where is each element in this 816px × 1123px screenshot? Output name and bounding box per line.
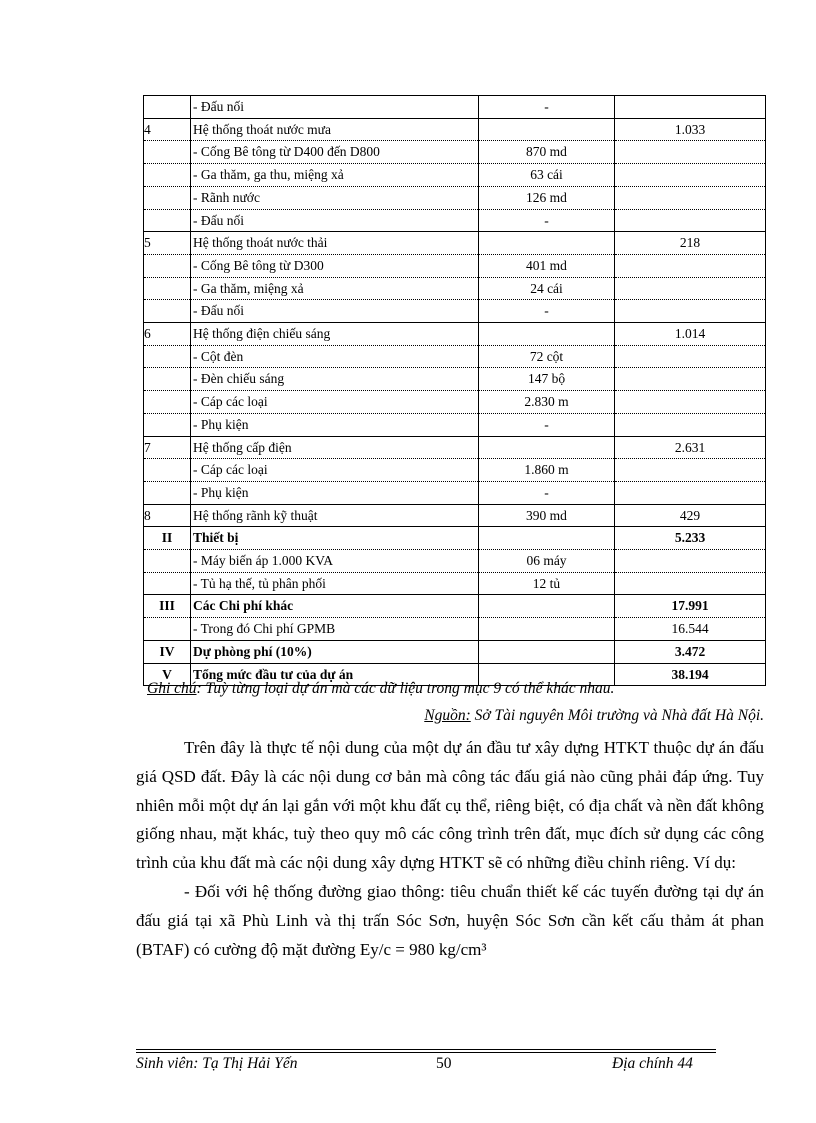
row-item: Hệ thống rãnh kỹ thuật (191, 504, 479, 527)
row-quantity (479, 640, 615, 663)
row-item: - Tủ hạ thế, tủ phân phối (191, 572, 479, 595)
table-row (144, 164, 766, 187)
table-row (144, 618, 766, 641)
cost-table-wrapper (143, 95, 764, 686)
row-quantity (479, 527, 615, 550)
row-quantity (479, 232, 615, 255)
row-quantity: 06 máy (479, 550, 615, 573)
row-cost (615, 164, 766, 187)
row-cost (615, 277, 766, 300)
row-quantity (479, 323, 615, 346)
row-quantity: 2.830 m (479, 391, 615, 414)
row-number (144, 572, 191, 595)
row-item: - Cống Bê tông từ D300 (191, 254, 479, 277)
row-item: - Đấu nối (191, 300, 479, 323)
table-row (144, 504, 766, 527)
row-cost (615, 550, 766, 573)
table-row (144, 96, 766, 119)
row-number (144, 345, 191, 368)
row-quantity: - (479, 209, 615, 232)
row-item: - Ga thăm, ga thu, miệng xả (191, 164, 479, 187)
row-cost (615, 413, 766, 436)
table-row (144, 368, 766, 391)
row-item: - Rãnh nước (191, 186, 479, 209)
row-item: - Đèn chiếu sáng (191, 368, 479, 391)
row-item: - Trong đó Chi phí GPMB (191, 618, 479, 641)
row-number: IV (144, 640, 191, 663)
table-row (144, 141, 766, 164)
row-quantity: 390 md (479, 504, 615, 527)
row-item: - Phụ kiện (191, 413, 479, 436)
paragraph: - Đối với hệ thống đường giao thông: tiêu chuẩn thiết kế các tuyến đường tại dự án đấu giá tại xã Phù Linh và thị trấn Sóc Sơn, huyện Sóc Sơn cần kết cấu thảm át phan (BTAF) có cường độ mặt đường Ey/c = 980 kg/cm³ (136, 881, 764, 959)
table-row (144, 391, 766, 414)
table-row (144, 186, 766, 209)
row-quantity: 126 md (479, 186, 615, 209)
row-number (144, 368, 191, 391)
row-cost: 3.472 (615, 640, 766, 663)
row-cost: 16.544 (615, 618, 766, 641)
row-number: V (144, 663, 191, 686)
row-item: - Cáp các loại (191, 391, 479, 414)
row-item: - Ga thăm, miệng xả (191, 277, 479, 300)
row-quantity: 63 cái (479, 164, 615, 187)
body-text (136, 734, 764, 964)
row-number (144, 186, 191, 209)
row-cost (615, 254, 766, 277)
row-cost (615, 572, 766, 595)
table-row (144, 640, 766, 663)
row-number (144, 254, 191, 277)
table-row (144, 550, 766, 573)
footer-class: Địa chính 44 (612, 1055, 693, 1072)
row-number (144, 277, 191, 300)
row-item: - Phụ kiện (191, 481, 479, 504)
row-cost: 17.991 (615, 595, 766, 618)
row-quantity: - (479, 300, 615, 323)
row-cost (615, 141, 766, 164)
row-item: - Cột đèn (191, 345, 479, 368)
table-note (147, 680, 614, 698)
row-cost (615, 481, 766, 504)
row-cost: 1.014 (615, 323, 766, 346)
row-quantity (479, 618, 615, 641)
row-number: II (144, 527, 191, 550)
row-number (144, 300, 191, 323)
row-number: 5 (144, 232, 191, 255)
source-label: Nguồn: (424, 707, 471, 724)
row-number (144, 550, 191, 573)
row-item: Tổng mức đầu tư của dự án (191, 663, 479, 686)
row-quantity (479, 595, 615, 618)
row-number: 7 (144, 436, 191, 459)
row-item: Dự phòng phí (10%) (191, 640, 479, 663)
row-quantity: 24 cái (479, 277, 615, 300)
row-number: 6 (144, 323, 191, 346)
table-row (144, 345, 766, 368)
row-item: Thiết bị (191, 527, 479, 550)
cost-table (143, 95, 766, 686)
table-row (144, 300, 766, 323)
row-item: Hệ thống cấp điện (191, 436, 479, 459)
row-cost: 218 (615, 232, 766, 255)
row-quantity: - (479, 413, 615, 436)
row-number (144, 481, 191, 504)
row-item: - Cáp các loại (191, 459, 479, 482)
note-label: Ghi chú (147, 680, 197, 697)
footer-rule (136, 1049, 716, 1050)
row-cost: 38.194 (615, 663, 766, 686)
footer-student: Sinh viên: Tạ Thị Hải Yến (136, 1055, 298, 1072)
row-number (144, 96, 191, 119)
row-cost (615, 186, 766, 209)
row-item: - Đấu nối (191, 96, 479, 119)
table-row (144, 436, 766, 459)
row-item: - Cống Bê tông từ D400 đến D800 (191, 141, 479, 164)
row-quantity (479, 436, 615, 459)
row-cost (615, 368, 766, 391)
table-row (144, 209, 766, 232)
row-quantity: 147 bộ (479, 368, 615, 391)
table-row (144, 232, 766, 255)
row-item: - Máy biến áp 1.000 KVA (191, 550, 479, 573)
footer-rule (136, 1052, 716, 1053)
row-quantity: 72 cột (479, 345, 615, 368)
row-quantity: 1.860 m (479, 459, 615, 482)
table-source (424, 707, 764, 725)
row-item: Các Chi phí khác (191, 595, 479, 618)
row-number (144, 164, 191, 187)
table-row (144, 254, 766, 277)
row-number (144, 413, 191, 436)
table-row (144, 323, 766, 346)
row-cost: 1.033 (615, 118, 766, 141)
row-number: 4 (144, 118, 191, 141)
row-item: - Đấu nối (191, 209, 479, 232)
row-cost (615, 391, 766, 414)
table-row (144, 527, 766, 550)
row-number (144, 209, 191, 232)
row-quantity: 401 md (479, 254, 615, 277)
row-number (144, 459, 191, 482)
row-number: 8 (144, 504, 191, 527)
row-number: III (144, 595, 191, 618)
paragraph: Trên đây là thực tế nội dung của một dự án đầu tư xây dựng HTKT thuộc dự án đấu giá QSD đất. Đây là các nội dung cơ bản mà công tác đấu giá nào cũng phải đáp ứng. Tuy nhiên mỗi một dự án lại gắn với một khu đất cụ thể, riêng biệt, có địa chất và nền đất không giống nhau, mặt khác, tuỳ theo quy mô các công trình trên đất, mục đích sử dụng các công trình của khu đất mà các nội dung xây dựng HTKT sẽ có những điều chỉnh riêng. Ví dụ: (136, 738, 764, 873)
row-cost: 2.631 (615, 436, 766, 459)
table-row (144, 481, 766, 504)
note-text: : Tuỳ từng loại dự án mà các dữ liệu trong mục 9 có thể khác nhau. (196, 680, 615, 697)
table-row (144, 413, 766, 436)
row-number (144, 141, 191, 164)
row-cost (615, 96, 766, 119)
table-row (144, 277, 766, 300)
row-cost (615, 209, 766, 232)
row-number (144, 618, 191, 641)
row-number (144, 391, 191, 414)
footer-page-number: 50 (436, 1055, 452, 1072)
row-cost (615, 300, 766, 323)
table-row (144, 572, 766, 595)
row-quantity: - (479, 96, 615, 119)
row-quantity: 12 tủ (479, 572, 615, 595)
row-quantity: - (479, 481, 615, 504)
table-row (144, 595, 766, 618)
table-row (144, 459, 766, 482)
row-item: Hệ thống thoát nước thải (191, 232, 479, 255)
row-cost: 429 (615, 504, 766, 527)
row-cost: 5.233 (615, 527, 766, 550)
row-quantity (479, 118, 615, 141)
row-cost (615, 459, 766, 482)
row-cost (615, 345, 766, 368)
row-item: Hệ thống thoát nước mưa (191, 118, 479, 141)
source-text: Sở Tài nguyên Môi trường và Nhà đất Hà Nội. (470, 707, 764, 724)
row-quantity: 870 md (479, 141, 615, 164)
row-item: Hệ thống điện chiếu sáng (191, 323, 479, 346)
table-row (144, 118, 766, 141)
